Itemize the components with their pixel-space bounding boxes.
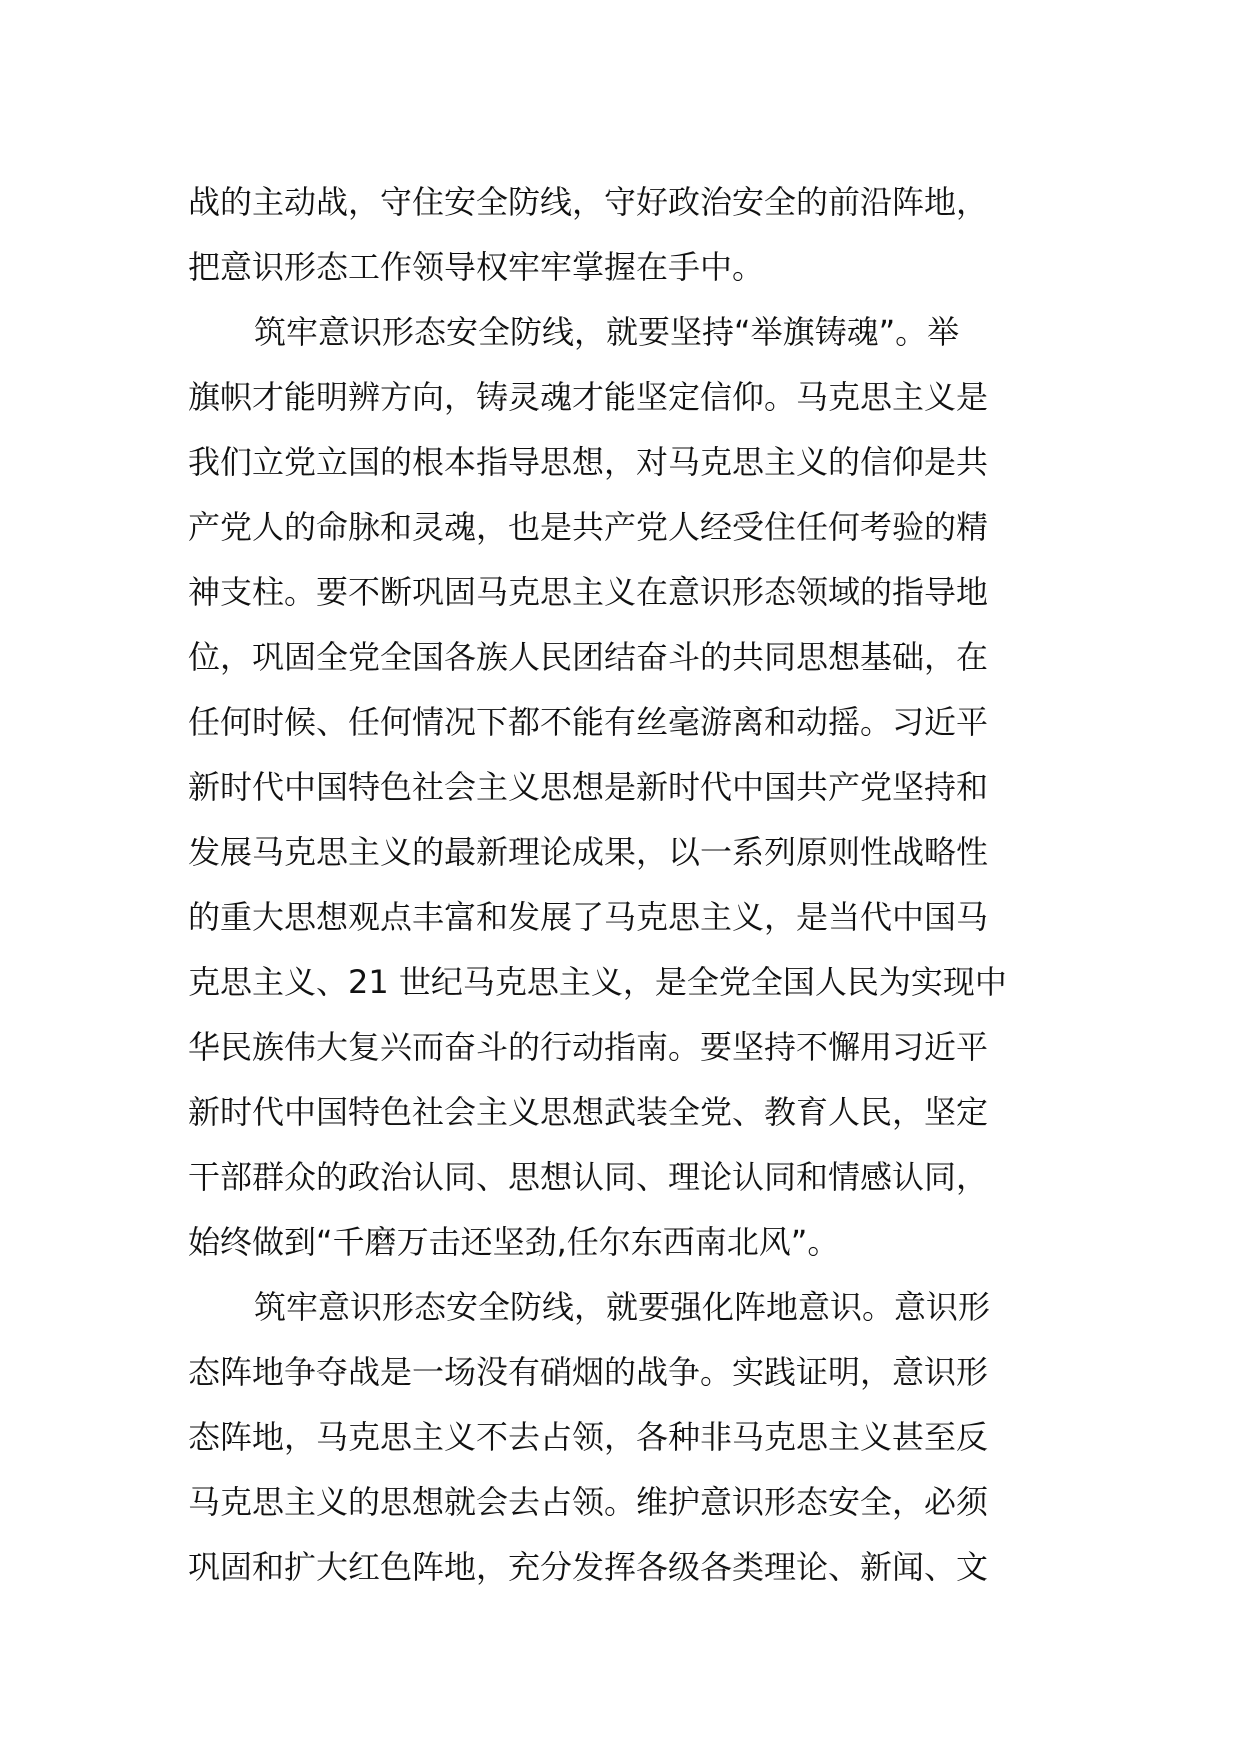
text-line: 干部群众的政治认同、思想认同、理论认同和情感认同， [188,1158,989,1196]
text-line: 旗帜才能明辨方向，铸灵魂才能坚定信仰。马克思主义是 [188,378,989,416]
text-line: 的重大思想观点丰富和发展了马克思主义，是当代中国马 [188,898,989,936]
text-line: 华民族伟大复兴而奋斗的行动指南。要坚持不懈用习近平 [188,1028,989,1066]
text-line: 产党人的命脉和灵魂，也是共产党人经受住任何考验的精 [188,508,989,546]
text-line: 位，巩固全党全国各族人民团结奋斗的共同思想基础，在 [188,638,989,676]
text-line: 克思主义、21 世纪马克思主义，是全党全国人民为实现中 [188,963,1007,1001]
text-line: 马克思主义的思想就会去占领。维护意识形态安全，必须 [188,1483,989,1521]
paragraph-start-line: 筑牢意识形态安全防线，就要强化阵地意识。意识形 [254,1288,991,1326]
text-line: 态阵地争夺战是一场没有硝烟的战争。实践证明，意识形 [188,1353,989,1391]
text-line: 把意识形态工作领导权牢牢掌握在手中。 [188,248,765,286]
text-line: 神支柱。要不断巩固马克思主义在意识形态领域的指导地 [188,573,989,611]
paragraph-start-line: 筑牢意识形态安全防线，就要坚持“举旗铸魂”。举 [254,313,960,351]
document-body [188,170,1068,1600]
text-line: 战的主动战，守住安全防线，守好政治安全的前沿阵地， [188,183,989,221]
text-line: 发展马克思主义的最新理论成果，以一系列原则性战略性 [188,833,989,871]
text-line: 态阵地，马克思主义不去占领，各种非马克思主义甚至反 [188,1418,989,1456]
text-line: 任何时候、任何情况下都不能有丝毫游离和动摇。习近平 [188,703,989,741]
text-line: 我们立党立国的根本指导思想，对马克思主义的信仰是共 [188,443,989,481]
text-line: 新时代中国特色社会主义思想武装全党、教育人民，坚定 [188,1093,989,1131]
text-line: 巩固和扩大红色阵地，充分发挥各级各类理论、新闻、文 [188,1548,989,1586]
text-line: 新时代中国特色社会主义思想是新时代中国共产党坚持和 [188,768,989,806]
text-line: 始终做到“千磨万击还坚劲,任尔东西南北风”。 [188,1223,840,1261]
